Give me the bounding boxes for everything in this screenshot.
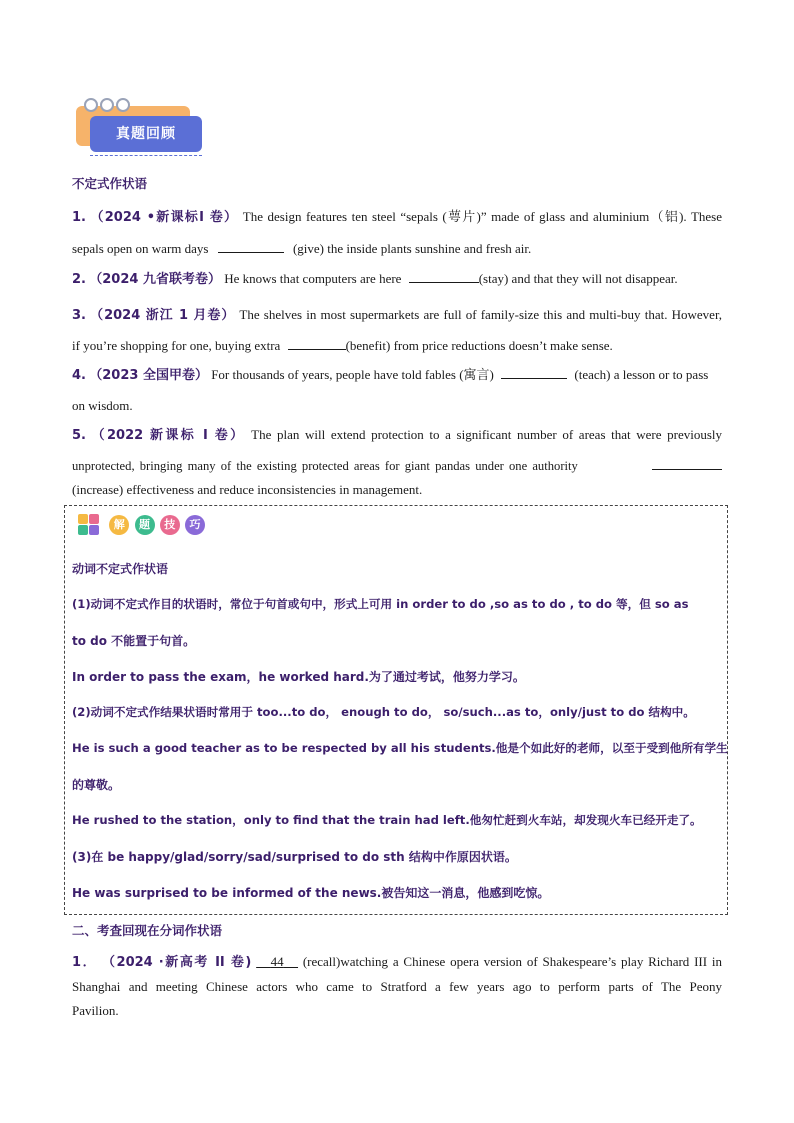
answer-blank[interactable]: [501, 366, 567, 379]
question-3-line-1: [72, 306, 722, 325]
question-text: The shelves in most supermarkets are full of family-size this and multi-buy that. However,: [239, 307, 722, 322]
tip-tag: 题: [135, 515, 155, 535]
question-text: He knows that computers are here: [224, 271, 402, 286]
tips-example-2: He is such a good teacher as to be respected by all his students.他是个如此好的老师，以至于受到他所有学生: [72, 741, 728, 755]
section-badge: [76, 96, 208, 160]
question-text: (give) the inside plants sunshine and fresh air.: [292, 241, 532, 256]
question-text: sepals open on warm days: [72, 241, 209, 256]
answer-blank[interactable]: [218, 240, 284, 253]
question-5-line-2: [72, 457, 722, 475]
badge-underline: [90, 155, 202, 156]
question-text: The plan will extend protection to a significant number of areas that were previously: [251, 427, 722, 442]
question-source: （2023 全国甲卷）: [89, 368, 208, 383]
question-source: （2022 新课标 I 卷）: [91, 428, 246, 443]
tip-tag: 解: [109, 515, 129, 535]
tips-header: [78, 514, 207, 536]
question-s2-1-line-2: Shanghai and meeting Chinese actors who came to Stratford a few years ago to perform parts of The Peony: [72, 979, 722, 994]
question-1-line-2: [72, 240, 531, 258]
question-3-line-2: [72, 337, 613, 355]
tips-rule-3: (3)在 be happy/glad/sorry/sad/surprised to do sth 结构中作原因状语。: [72, 850, 517, 864]
tips-rule-1: (1)动词不定式作目的状语时，常位于句首或句中，形式上可用 in order to do ,so as to do , to do 等，但 so as: [72, 597, 689, 611]
question-5-line-1: [72, 426, 722, 445]
ring-icon: [100, 98, 114, 112]
question-4-line-2: on wisdom.: [72, 398, 133, 413]
question-text: For thousands of years, people have told fables (寓言): [211, 367, 494, 382]
question-text: if you’re shopping for one, buying extra: [72, 338, 281, 353]
question-1-line-1: [72, 208, 722, 227]
puzzle-icon: [78, 514, 100, 536]
question-number: 5.: [72, 428, 86, 443]
question-text: (benefit) from price reductions doesn’t make sense.: [345, 338, 613, 353]
question-text: unprotected, bringing many of the existing protected areas for giant pandas under one authority: [72, 459, 578, 473]
answer-blank[interactable]: [288, 337, 346, 350]
section-title: 二、考查回现在分词作状语: [72, 923, 223, 938]
question-source: （2024 浙江 1 月卷）: [90, 308, 236, 323]
question-5-line-3: (increase) effectiveness and reduce inconsistencies in management.: [72, 482, 423, 497]
answer-blank-number: 44: [270, 954, 284, 969]
tips-example-4: He was surprised to be informed of the news.被告知这一消息，他感到吃惊。: [72, 886, 550, 900]
question-2: [72, 270, 678, 289]
question-s2-1-line-3: Pavilion.: [72, 1003, 119, 1018]
tip-tag: 巧: [185, 515, 205, 535]
tips-example-2-cont: 的尊敬。: [72, 778, 121, 792]
question-number: 2.: [72, 272, 86, 287]
ring-icon: [116, 98, 130, 112]
question-number: 1.: [72, 210, 86, 225]
question-text: (recall)watching a Chinese opera version of Shakespeare’s play Richard III in: [302, 954, 723, 969]
question-number: 4.: [72, 368, 86, 383]
tip-tag: 技: [160, 515, 180, 535]
answer-blank[interactable]: [652, 457, 722, 470]
tips-title: 动词不定式作状语: [72, 562, 169, 576]
tips-rule-2: (2)动词不定式作结果状语时常用于 too...to do， enough to do， so/such...as to，only/just to do 结构中。: [72, 705, 695, 719]
question-4-line-1: [72, 366, 708, 385]
question-source: （2024 ·新高考 II 卷): [101, 955, 252, 970]
question-source: （2024 九省联考卷）: [89, 272, 221, 287]
question-number: 1．: [72, 955, 98, 970]
ring-icon: [84, 98, 98, 112]
section-title: 不定式作状语: [72, 176, 148, 191]
question-text: (stay) and that they will not disappear.: [478, 271, 678, 286]
tips-rule-1-cont: to do 不能置于句首。: [72, 634, 196, 648]
question-s2-1-line-1: [72, 953, 722, 972]
tips-example-3: He rushed to the station，only to find that the train had left.他匆忙赶到火车站，却发现火车已经开走了。: [72, 813, 702, 827]
badge-label: 真题回顾: [90, 116, 202, 152]
tips-example-1: In order to pass the exam，he worked hard.为了通过考试，他努力学习。: [72, 670, 525, 684]
question-number: 3.: [72, 308, 86, 323]
question-source: （2024 •新课标I 卷）: [90, 210, 239, 225]
answer-blank[interactable]: [409, 270, 479, 283]
question-text: (teach) a lesson or to pass: [574, 367, 709, 382]
question-text: The design features ten steel “sepals (萼片)” made of glass and aluminium（铝). These: [242, 209, 722, 224]
